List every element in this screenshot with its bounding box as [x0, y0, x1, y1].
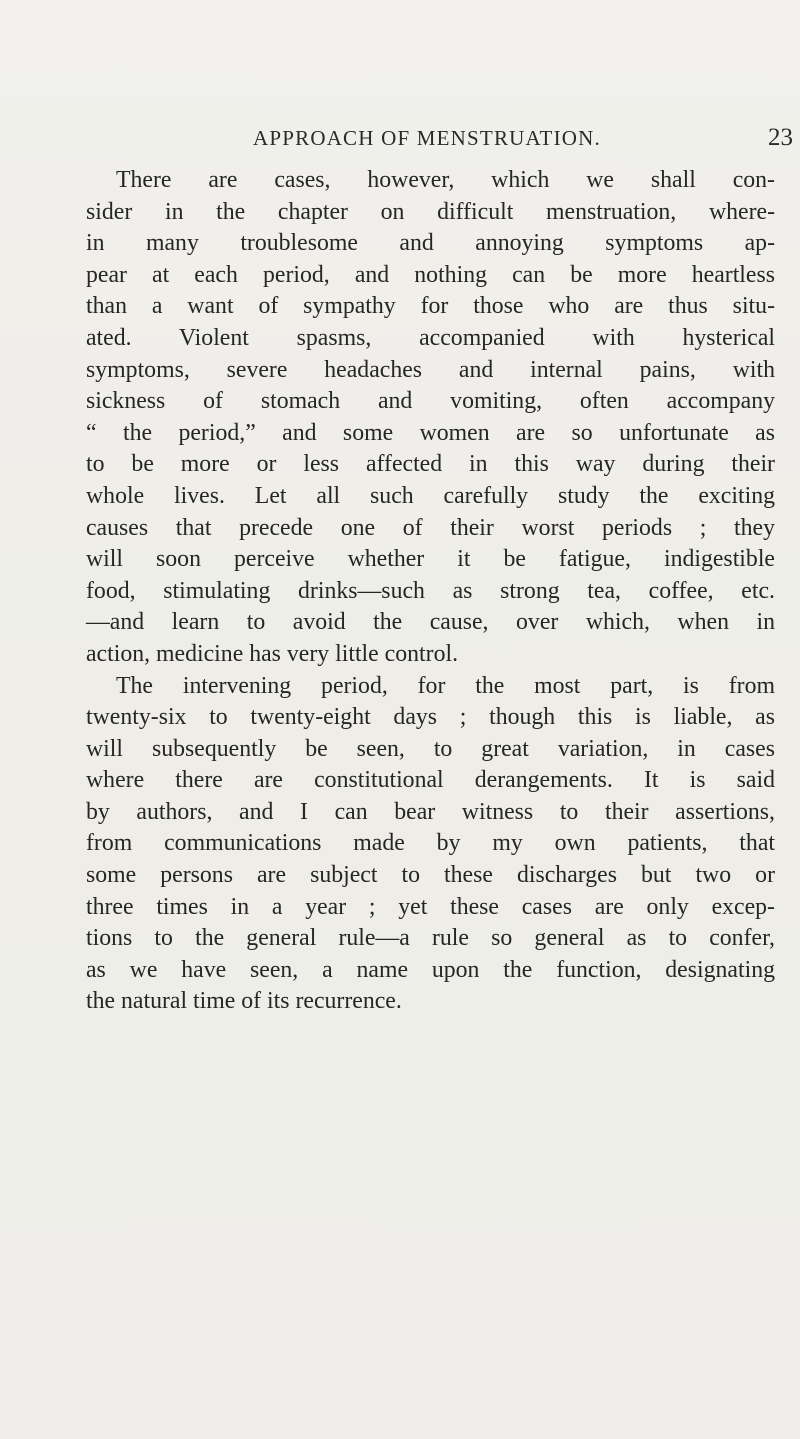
text-line: from communications made by my own patients, that — [86, 830, 775, 857]
text-line: food, stimulating drinks—such as strong tea, coffee, etc. — [86, 577, 775, 604]
text-line: ated. Violent spasms, accompanied with hysterical — [86, 324, 775, 351]
page-number: 23 — [768, 124, 793, 151]
text-line: where there are constitutional derangements. It is said — [86, 767, 775, 794]
text-line: sickness of stomach and vomiting, often accompany — [86, 388, 775, 415]
text-line: to be more or less affected in this way during their — [86, 451, 775, 478]
text-line: will subsequently be seen, to great variation, in cases — [86, 735, 775, 762]
text-line: There are cases, however, which we shall con- — [116, 167, 775, 193]
text-line: pear at each period, and nothing can be more heartless — [86, 261, 775, 288]
text-line: than a want of sympathy for those who are thus situ- — [86, 293, 775, 320]
text-line: sider in the chapter on difficult menstruation, where- — [86, 198, 775, 225]
text-line: The intervening period, for the most part, is from — [116, 672, 775, 699]
text-line: “ the period,” and some women are so unfortunate as — [86, 419, 775, 446]
text-line: tions to the general rule—a rule so general as to confer, — [86, 925, 775, 952]
running-head-title: APPROACH OF MENSTRUATION. — [253, 126, 601, 150]
text-line: three times in a year ; yet these cases are only excep- — [86, 893, 775, 920]
text-line: —and learn to avoid the cause, over which, when in — [86, 609, 775, 636]
text-line: causes that precede one of their worst periods ; they — [86, 514, 775, 541]
text-line: will soon perceive whether it be fatigue, indigestible — [86, 546, 775, 573]
body-text — [86, 165, 775, 1018]
text-line: some persons are subject to these discharges but two or — [86, 862, 775, 889]
text-line: as we have seen, a name upon the function, designating — [86, 956, 775, 983]
text-line: twenty-six to twenty-eight days ; though this is liable, as — [86, 704, 775, 731]
text-line: symptoms, severe headaches and internal pains, with — [86, 356, 775, 383]
text-line: by authors, and I can bear witness to their assertions, — [86, 798, 775, 825]
text-line: whole lives. Let all such carefully study the exciting — [86, 482, 775, 509]
text-line: action, medicine has very little control. — [86, 640, 459, 667]
running-head — [253, 124, 793, 151]
text-line: the natural time of its recurrence. — [86, 988, 402, 1015]
text-line: in many troublesome and annoying symptoms ap- — [86, 230, 775, 257]
